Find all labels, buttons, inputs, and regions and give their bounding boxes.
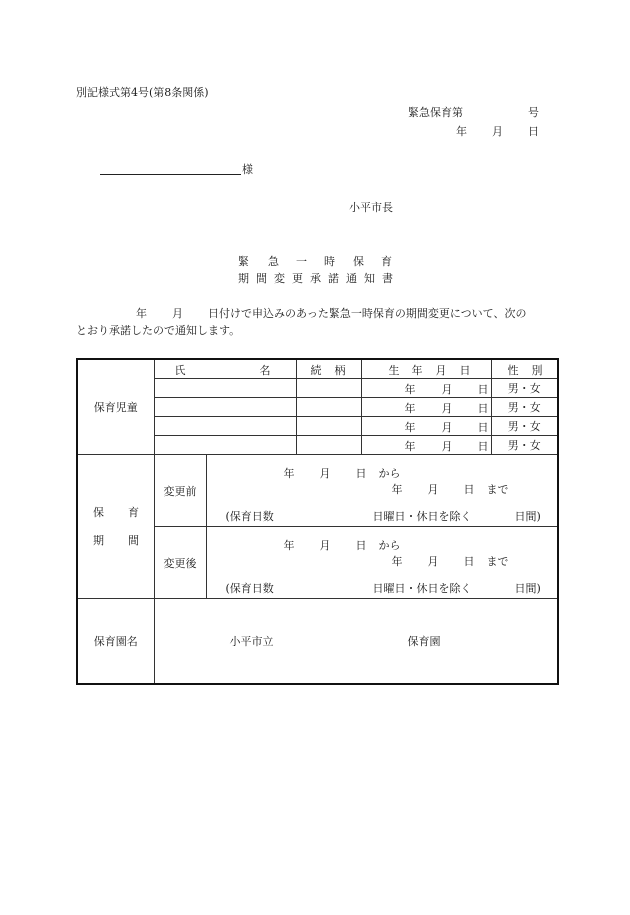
from-year: 年: [283, 539, 295, 552]
days-prefix: (保育日数: [225, 582, 274, 595]
birth-month: 月: [441, 421, 453, 434]
title-char: 期: [238, 272, 249, 285]
child-birth-cell: [361, 436, 491, 455]
facility-label: 保育園名: [93, 635, 138, 648]
before-label-cell: [154, 455, 206, 527]
child-relation-cell: [296, 417, 361, 436]
days-middle: 日曜日・休日を除く: [372, 582, 472, 595]
period-label-3: 期: [93, 533, 104, 547]
child-birth-cell: [361, 398, 491, 417]
from-year: 年: [283, 467, 295, 480]
title-char: 通: [346, 272, 357, 285]
child-name-cell: [154, 436, 296, 455]
col-sex-1: 性: [507, 364, 519, 377]
col-relation-1: 続: [310, 364, 322, 377]
sex-option: 男・女: [507, 420, 541, 433]
title-char: 知: [364, 272, 375, 285]
title-char: 急: [268, 255, 279, 268]
birth-day: 日: [477, 383, 489, 396]
facility-suffix: 保育園: [407, 635, 441, 648]
sex-option: 男・女: [507, 382, 541, 395]
days-suffix: 日間): [514, 582, 541, 595]
birth-year: 年: [404, 421, 416, 434]
to-day: 日: [463, 555, 475, 568]
col-relation-header: [296, 359, 361, 379]
date-month: 月: [492, 125, 503, 138]
facility-prefix: 小平市立: [229, 635, 274, 648]
child-name-cell: [154, 379, 296, 398]
period-label-4: 間: [128, 533, 139, 547]
from-label: から: [378, 539, 401, 552]
doc-number-suffix: 号: [528, 106, 539, 119]
from-month: 月: [319, 467, 331, 480]
period-label-1: 保: [93, 505, 104, 519]
days-middle: 日曜日・休日を除く: [372, 510, 472, 523]
before-label: 変更前: [163, 484, 197, 498]
after-label-cell: [154, 527, 206, 599]
date-year: 年: [456, 125, 467, 138]
children-label-cell: [77, 359, 154, 455]
title-char: 更: [292, 272, 303, 285]
child-birth-cell: [361, 417, 491, 436]
days-suffix: 日間): [514, 510, 541, 523]
title-char: 時: [324, 255, 335, 268]
before-period-cell: [206, 455, 558, 527]
body-year: 年: [136, 307, 147, 320]
title-char: 変: [274, 272, 285, 285]
col-name-2: 名: [259, 364, 271, 377]
col-sex-2: 別: [531, 364, 543, 377]
days-prefix: (保育日数: [225, 510, 274, 523]
child-sex-cell: [491, 436, 558, 455]
col-birth-1: 生: [388, 364, 400, 377]
child-birth-cell: [361, 379, 491, 398]
title-char: 書: [382, 272, 393, 285]
body-line1: 日付けで申込みのあった緊急一時保育の期間変更について、次の: [208, 307, 527, 320]
child-sex-cell: [491, 417, 558, 436]
child-name-cell: [154, 417, 296, 436]
birth-day: 日: [477, 440, 489, 453]
period-label-cell: [77, 455, 154, 599]
col-birth-2: 年: [411, 364, 423, 377]
title-char: 育: [381, 255, 392, 268]
date-day: 日: [528, 125, 539, 138]
title-char: 諾: [328, 272, 339, 285]
after-label: 変更後: [163, 556, 197, 570]
children-label: 保育児童: [93, 401, 138, 414]
birth-day: 日: [477, 402, 489, 415]
birth-month: 月: [441, 402, 453, 415]
title-char: 保: [353, 255, 364, 268]
from-day: 日: [355, 467, 367, 480]
to-label: まで: [486, 555, 509, 568]
body-month: 月: [172, 307, 183, 320]
period-label-2: 育: [128, 505, 139, 519]
to-day: 日: [463, 483, 475, 496]
sex-option: 男・女: [507, 401, 541, 414]
col-birth-3: 月: [435, 364, 447, 377]
to-month: 月: [427, 483, 439, 496]
col-sex-header: [491, 359, 558, 379]
title-char: 承: [310, 272, 321, 285]
to-year: 年: [391, 483, 403, 496]
sex-option: 男・女: [507, 439, 541, 452]
from-month: 月: [319, 539, 331, 552]
child-name-cell: [154, 398, 296, 417]
col-birth-header: [361, 359, 491, 379]
birth-day: 日: [477, 421, 489, 434]
notice-table: [76, 358, 559, 685]
birth-year: 年: [404, 402, 416, 415]
child-relation-cell: [296, 398, 361, 417]
facility-value-cell: [154, 599, 558, 685]
to-label: まで: [486, 483, 509, 496]
title-char: 一: [296, 255, 307, 268]
body-line2: とおり承諾したので通知します。: [76, 324, 241, 337]
col-name-1: 氏: [174, 364, 186, 377]
col-name-header: [154, 359, 296, 379]
birth-year: 年: [404, 383, 416, 396]
col-birth-4: 日: [459, 364, 471, 377]
child-sex-cell: [491, 398, 558, 417]
after-period-cell: [206, 527, 558, 599]
child-relation-cell: [296, 379, 361, 398]
col-relation-2: 柄: [334, 364, 346, 377]
from-day: 日: [355, 539, 367, 552]
addressee-honorific: 様: [242, 163, 253, 176]
birth-month: 月: [441, 440, 453, 453]
issuer-name: 小平市長: [349, 201, 393, 214]
addressee-line: [100, 174, 241, 175]
from-label: から: [378, 467, 401, 480]
birth-month: 月: [441, 383, 453, 396]
child-relation-cell: [296, 436, 361, 455]
doc-number-prefix: 緊急保育第: [408, 106, 463, 119]
title-char: 間: [256, 272, 267, 285]
title-char: 緊: [238, 255, 249, 268]
child-sex-cell: [491, 379, 558, 398]
to-year: 年: [391, 555, 403, 568]
to-month: 月: [427, 555, 439, 568]
form-number: 別記様式第4号(第8条関係): [76, 86, 209, 99]
facility-label-cell: [77, 599, 154, 685]
birth-year: 年: [404, 440, 416, 453]
